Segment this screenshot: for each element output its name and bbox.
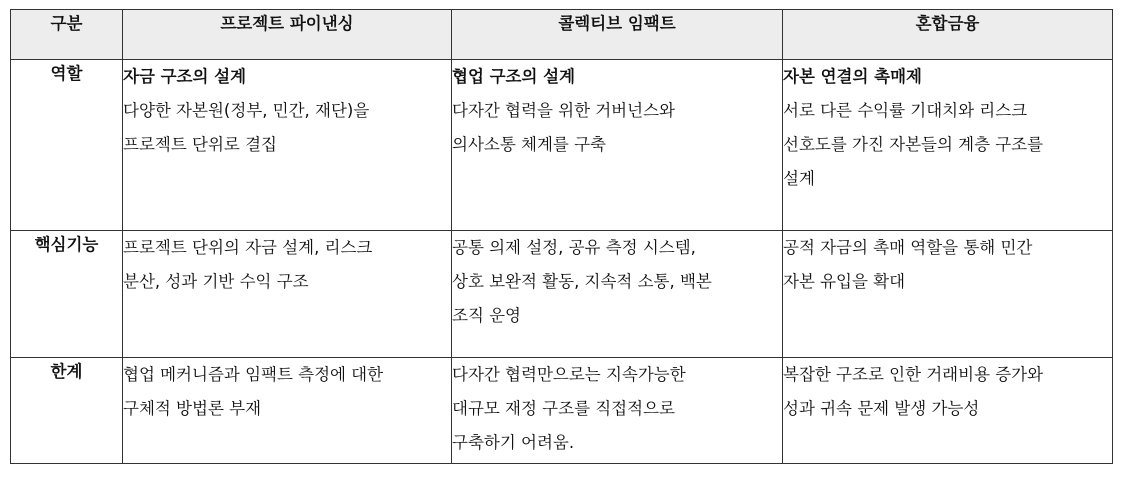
cell-body: 공통 의제 설정, 공유 측정 시스템, 상호 보완적 활동, 지속적 소통, 백본 조직 운영 <box>452 238 712 325</box>
cell-role-collective-impact <box>452 60 783 231</box>
cell-body: 다자간 협력을 위한 거버넌스와 의사소통 체계를 구축 <box>452 101 675 154</box>
cell-body: 프로젝트 단위의 자금 설계, 리스크 분산, 성과 기반 수익 구조 <box>123 238 373 291</box>
cell-role-project-financing <box>123 60 452 231</box>
cell-core-blended-finance <box>783 231 1113 358</box>
table-row-core-function <box>11 231 1113 358</box>
cell-body: 다양한 자본원(정부, 민간, 재단)을 프로젝트 단위로 결집 <box>123 101 370 154</box>
table-row-role <box>11 60 1113 231</box>
header-blended-finance: 혼합금융 <box>783 10 1113 60</box>
cell-title: 자금 구조의 설계 <box>123 67 247 86</box>
header-row <box>11 10 1113 60</box>
row-label-limitation: 한계 <box>11 358 123 464</box>
cell-title: 협업 구조의 설계 <box>452 67 576 86</box>
cell-core-project-financing <box>123 231 452 358</box>
cell-core-collective-impact <box>452 231 783 358</box>
cell-title: 자본 연결의 촉매제 <box>783 67 923 86</box>
header-collective-impact: 콜렉티브 임팩트 <box>452 10 783 60</box>
cell-role-blended-finance <box>783 60 1113 231</box>
header-category: 구분 <box>11 10 123 60</box>
cell-body: 공적 자금의 촉매 역할을 통해 민간 자본 유입을 확대 <box>783 238 1033 291</box>
row-label-core-function: 핵심기능 <box>11 231 123 358</box>
cell-limit-project-financing <box>123 358 452 464</box>
cell-body: 복잡한 구조로 인한 거래비용 증가와 성과 귀속 문제 발생 가능성 <box>783 365 1044 418</box>
cell-body: 협업 메커니즘과 임팩트 측정에 대한 구체적 방법론 부재 <box>123 365 384 418</box>
cell-body: 서로 다른 수익률 기대치와 리스크 선호도를 가진 자본들의 계층 구조를 설계 <box>783 101 1044 188</box>
comparison-table <box>10 9 1113 464</box>
cell-limit-collective-impact <box>452 358 783 464</box>
row-label-role: 역할 <box>11 60 123 231</box>
header-project-financing: 프로젝트 파이낸싱 <box>123 10 452 60</box>
cell-body: 다자간 협력만으로는 지속가능한 대규모 재정 구조를 직접적으로 구축하기 어려움. <box>452 365 686 452</box>
cell-limit-blended-finance <box>783 358 1113 464</box>
table-row-limitation <box>11 358 1113 464</box>
